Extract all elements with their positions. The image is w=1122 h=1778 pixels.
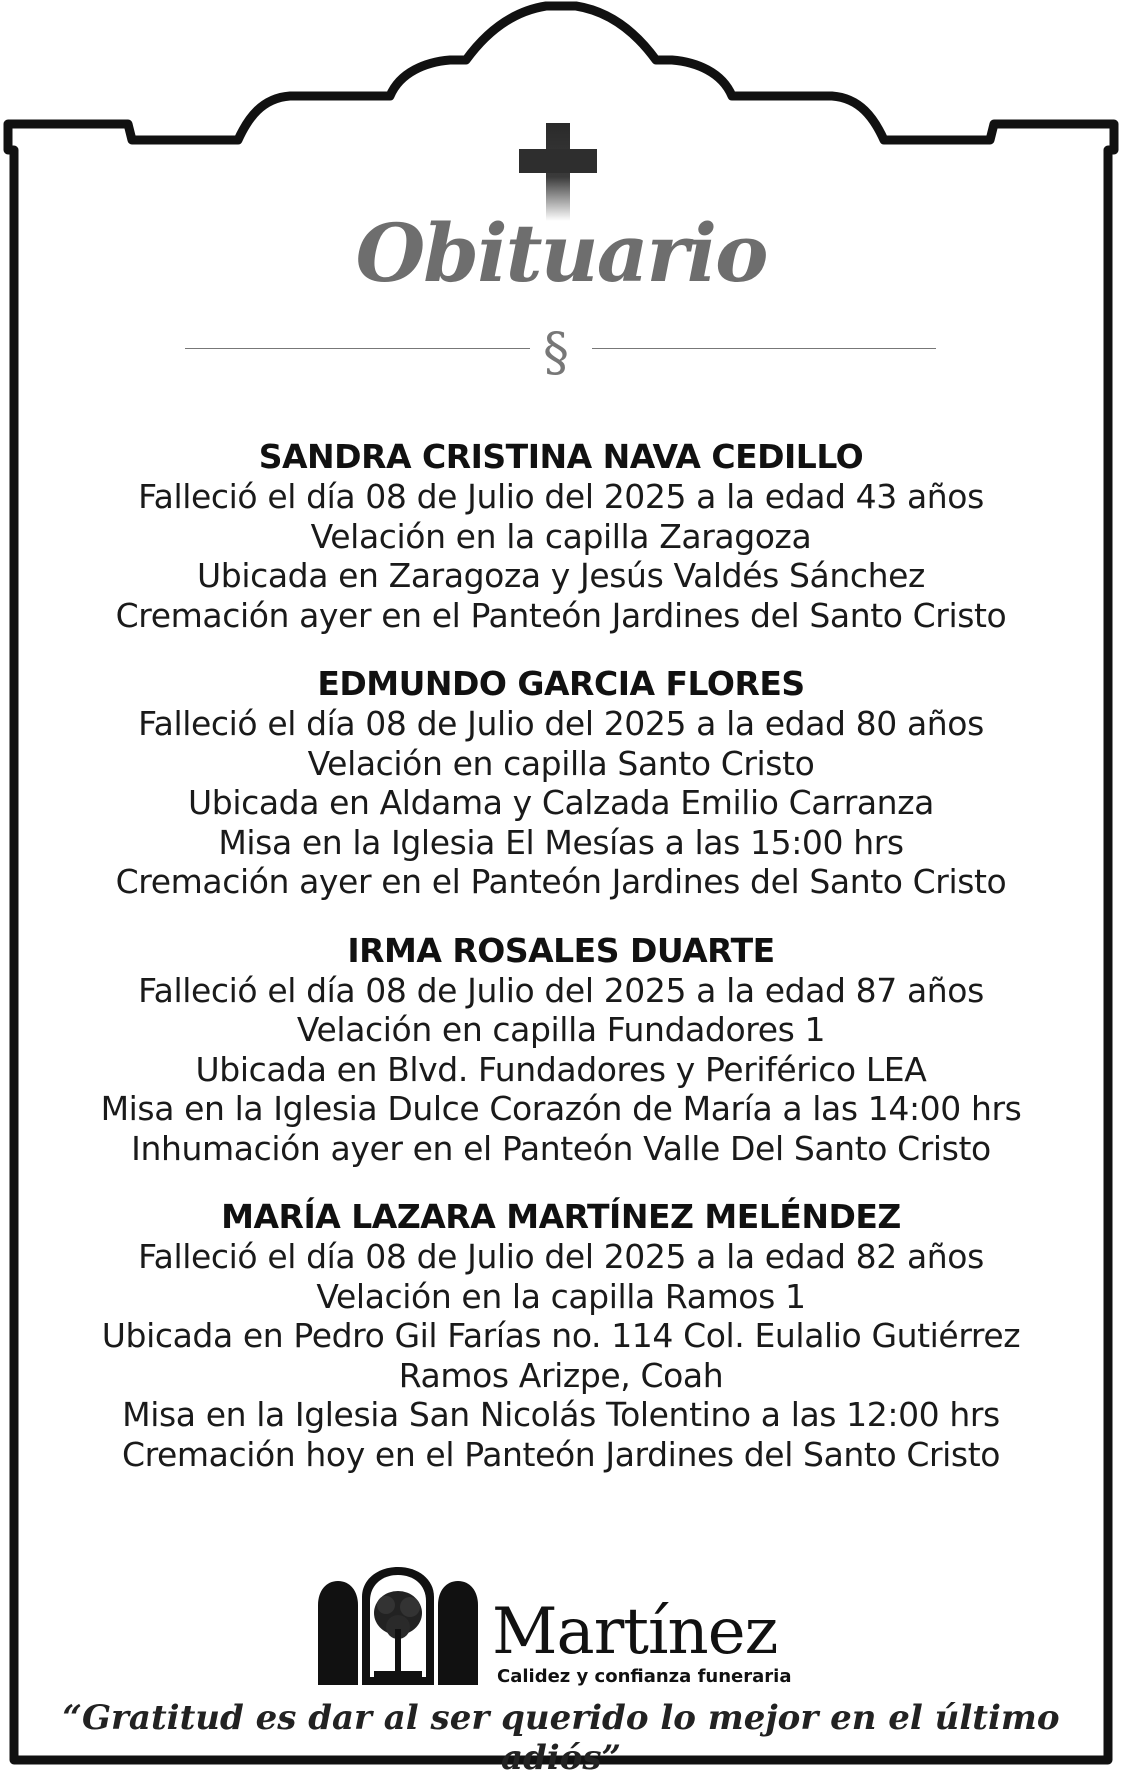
obituary-entry	[60, 1197, 1062, 1474]
obituary-entry	[60, 664, 1062, 902]
obituary-title: Obituario	[355, 206, 767, 300]
detail-line: Misa en la Iglesia San Nicolás Tolentino a las 12:00 hrs	[122, 1395, 1000, 1434]
detail-line: Ubicada en Pedro Gil Farías no. 114 Col. Eulalio Gutiérrez	[101, 1316, 1021, 1355]
detail-line: Velación en la capilla Ramos 1	[316, 1276, 806, 1316]
deceased-name: EDMUNDO GARCIA FLORES	[317, 664, 805, 703]
deceased-name: IRMA ROSALES DUARTE	[347, 930, 775, 970]
deceased-name: MARÍA LAZARA MARTÍNEZ MELÉNDEZ	[221, 1197, 901, 1236]
detail-line: Falleció el día 08 de Julio del 2025 a la edad 80 años	[138, 704, 984, 743]
deceased-name: SANDRA CRISTINA NAVA CEDILLO	[258, 437, 864, 476]
detail-line: Cremación ayer en el Panteón Jardines del Santo Cristo	[115, 595, 1007, 635]
detail-line: Cremación hoy en el Panteón Jardines del Santo Cristo	[121, 1434, 1001, 1474]
detail-line: Falleció el día 08 de Julio del 2025 a la edad 87 años	[138, 970, 984, 1010]
brand-tagline: Calidez y confianza funeraria	[497, 1666, 792, 1687]
detail-line: Ubicada en Blvd. Fundadores y Periférico LEA	[195, 1049, 927, 1089]
arches-tree-logo	[318, 1567, 478, 1685]
brand-name: Martínez	[492, 1595, 778, 1669]
detail-line: Misa en la Iglesia Dulce Corazón de María a las 14:00 hrs	[100, 1089, 1022, 1128]
detail-line: Inhumación ayer en el Panteón Valle Del Santo Cristo	[131, 1128, 991, 1168]
detail-line: Ubicada en Aldama y Calzada Emilio Carranza	[188, 783, 934, 822]
detail-line: Cremación ayer en el Panteón Jardines del Santo Cristo	[115, 862, 1007, 901]
detail-line: Falleció el día 08 de Julio del 2025 a la edad 82 años	[138, 1237, 984, 1276]
divider-right	[592, 348, 936, 349]
detail-line: Misa en la Iglesia El Mesías a las 15:00 hrs	[218, 822, 904, 862]
section-ornament-icon: §	[543, 323, 569, 383]
detail-line: Ubicada en Zaragoza y Jesús Valdés Sánchez	[197, 556, 925, 595]
obituary-entry	[60, 437, 1062, 635]
divider-left	[185, 348, 530, 349]
obituary-list	[60, 437, 1062, 1474]
detail-line: Velación en capilla Fundadores 1	[296, 1010, 826, 1049]
motto: “Gratitud es dar al ser querido lo mejor en el último adiós”	[62, 1698, 1060, 1778]
detail-line: Ramos Arizpe, Coah	[398, 1355, 724, 1395]
obituary-entry	[60, 931, 1062, 1169]
detail-line: Velación en la capilla Zaragoza	[310, 516, 812, 556]
detail-line: Falleció el día 08 de Julio del 2025 a la edad 43 años	[138, 477, 984, 516]
detail-line: Velación en capilla Santo Cristo	[307, 743, 815, 783]
